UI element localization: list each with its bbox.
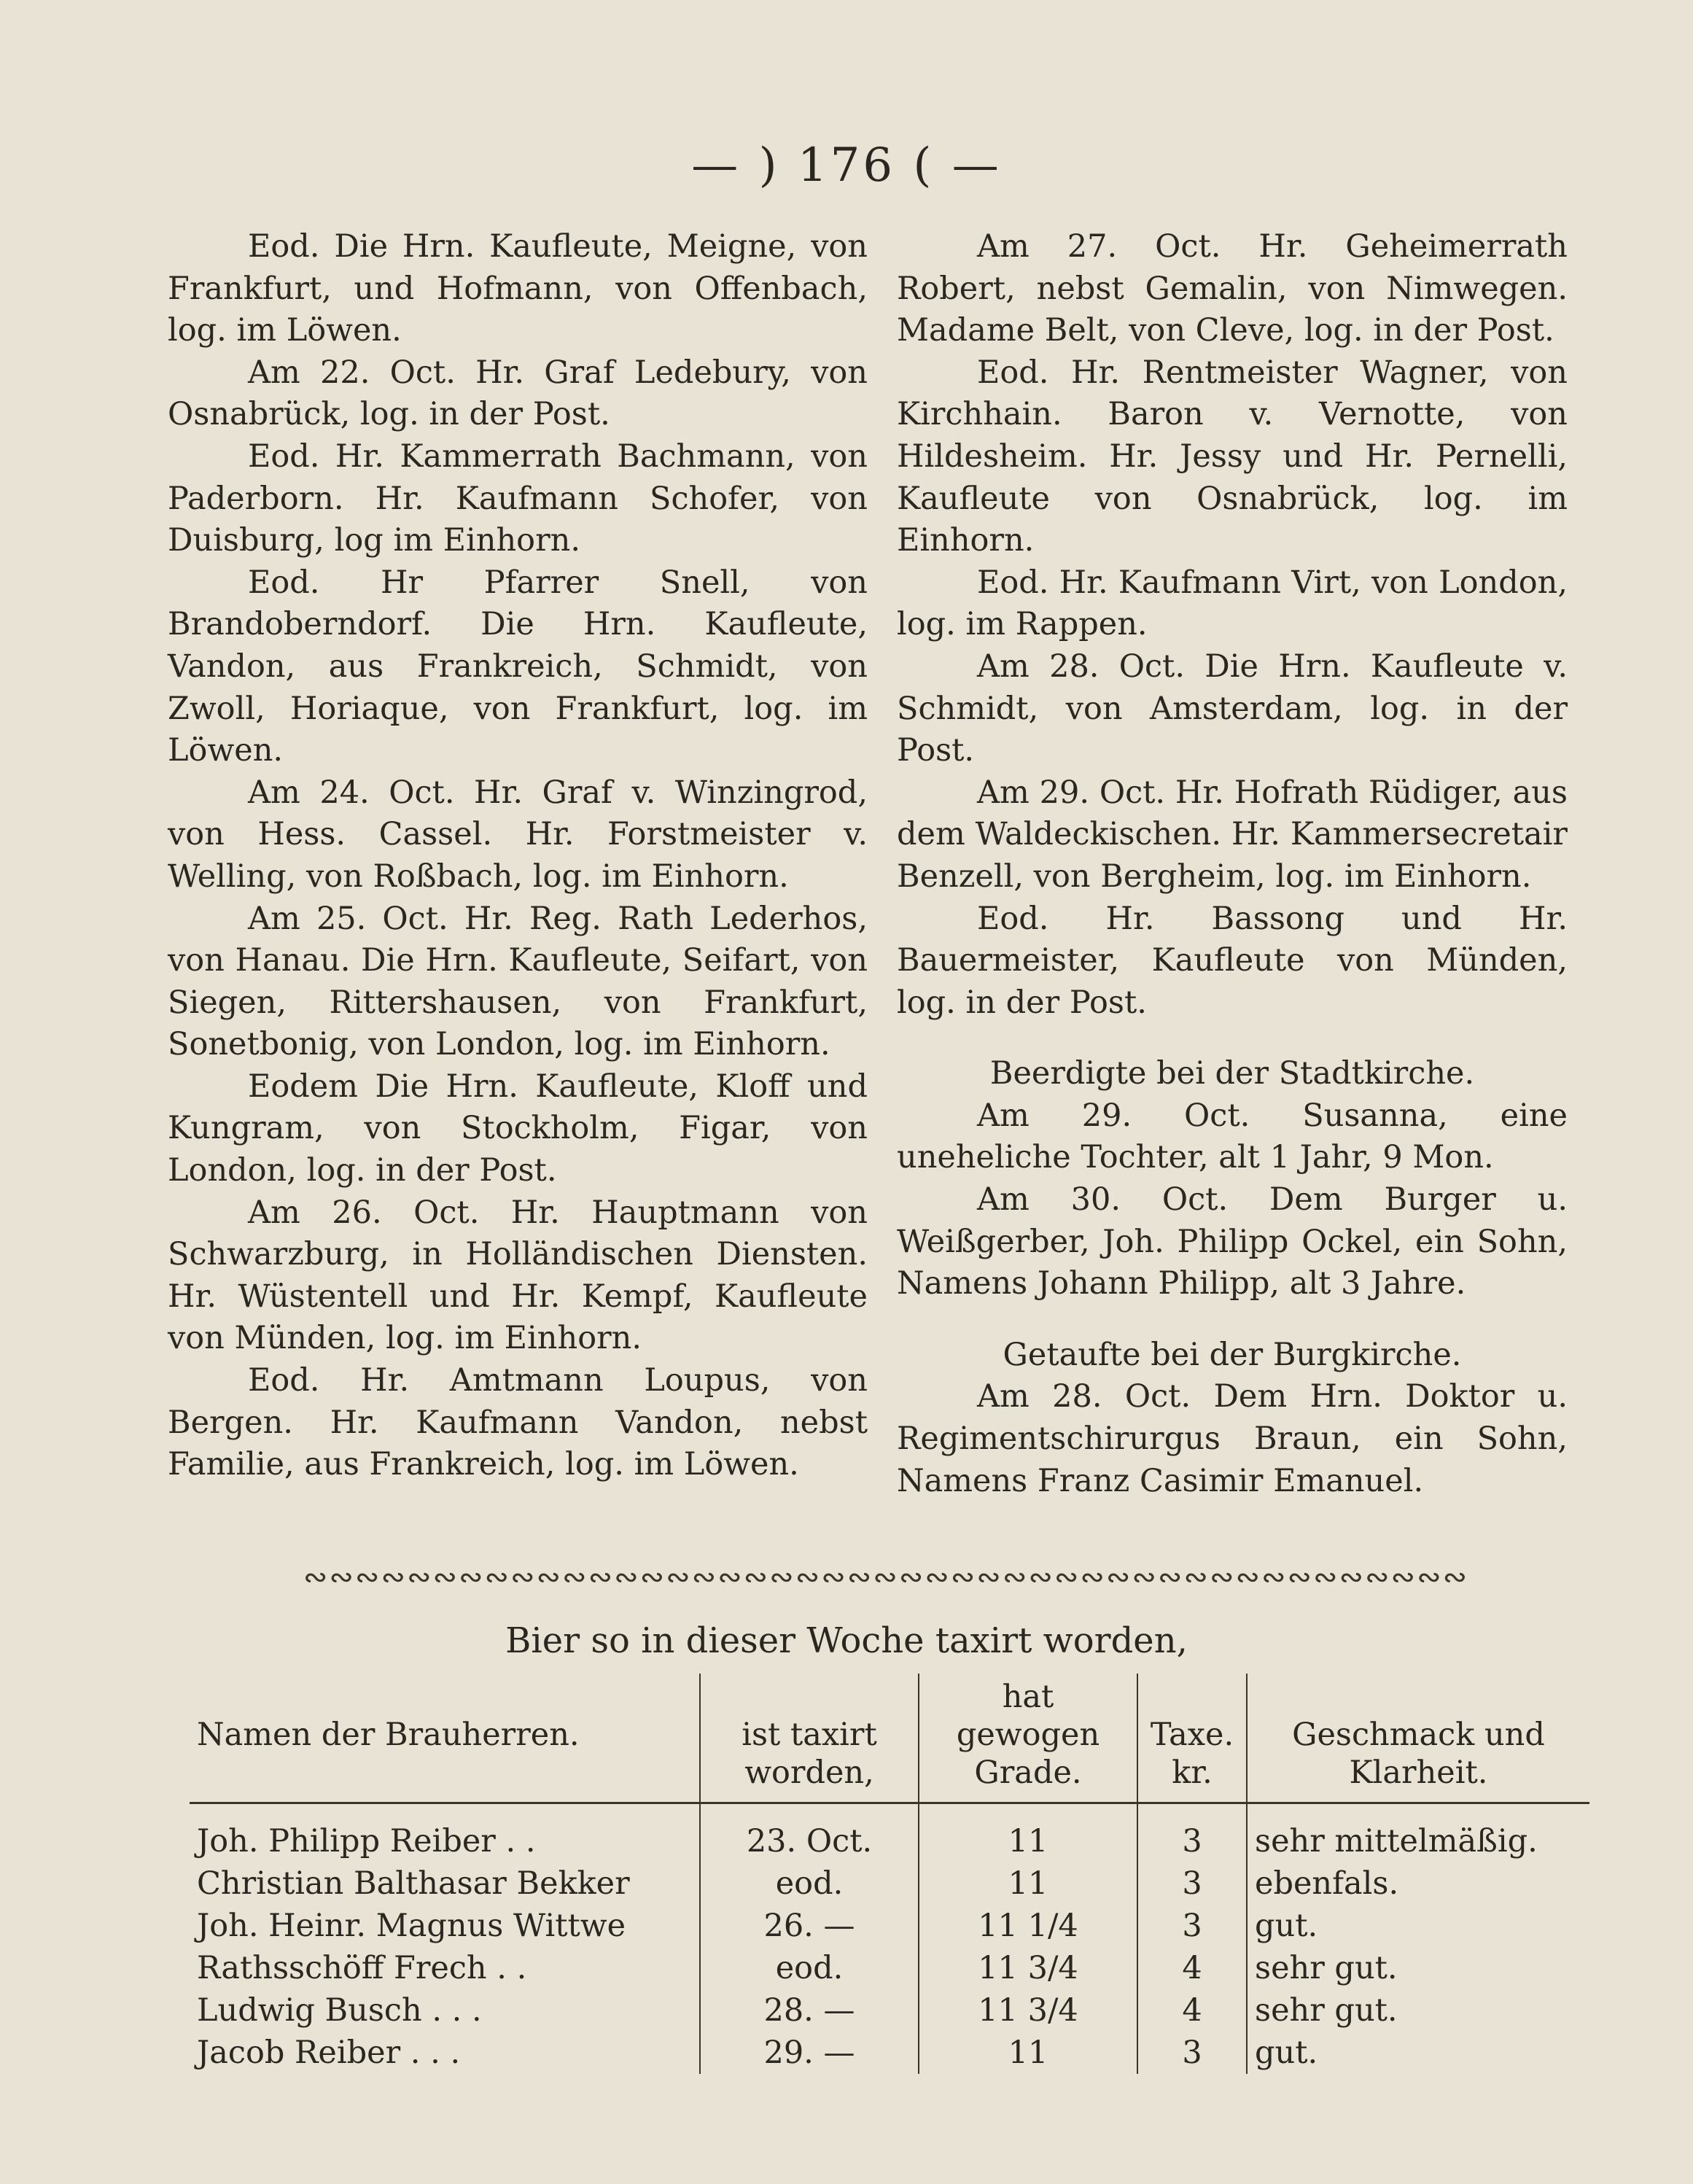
arrival-entry: Am 27. Oct. Hr. Geheimerrath Robert, nebst Gemalin, von Nimwegen. Madame Belt, von Cleve, log. in der Post. (897, 228, 1568, 349)
arrival-entry: Eod. Hr Pfarrer Snell, von Brandoberndorf. Die Hrn. Kaufleute, Vandon, aus Frankreich, Schmidt, von Zwoll, Horiaque, von Frankfurt, log. im Löwen. (168, 564, 868, 769)
table-row (190, 1947, 1589, 1989)
beer-table (190, 1674, 1589, 2074)
burial-entry: Am 29. Oct. Susanna, eine uneheliche Tochter, alt 1 Jahr, 9 Mon. (897, 1097, 1568, 1176)
table-row (190, 1803, 1589, 1863)
brewer-name: Rathsschöff Frech . . (197, 1950, 527, 1986)
brewer-name: Ludwig Busch . . . (197, 1992, 482, 2029)
grade: 11 (919, 1803, 1137, 1863)
arrival-entry: Eod. Hr. Rentmeister Wagner, von Kirchhain. Baron v. Vernotte, von Hildesheim. Hr. Jessy und Hr. Pernelli, Kaufleute von Osnabrück, log. im Einhorn. (897, 354, 1568, 559)
grade: 11 (919, 2032, 1137, 2074)
arrival-entry: Eod. Hr. Amtmann Loupus, von Bergen. Hr. Kaufmann Vandon, nebst Familie, aus Frankreich, log. im Löwen. (168, 1362, 868, 1483)
tax: 3 (1137, 1905, 1247, 1947)
taste: gut. (1247, 2032, 1589, 2074)
table-row (190, 1905, 1589, 1947)
arrival-entry: Eod. Die Hrn. Kaufleute, Meigne, von Frankfurt, und Hofmann, von Offenbach, log. im Löwen. (168, 228, 868, 349)
page-number: — ) 176 ( — (691, 139, 1002, 193)
arrival-entry: Eod. Hr. Kammerrath Bachmann, von Paderborn. Hr. Kaufmann Schofer, von Duisburg, log im Einhorn. (168, 438, 868, 559)
tax: 3 (1137, 2032, 1247, 2074)
table-row (190, 1862, 1589, 1905)
table-row (190, 2032, 1589, 2074)
left-column (168, 226, 868, 1486)
brewer-name: Joh. Heinr. Magnus Wittwe (197, 1908, 626, 1944)
table-header-row (190, 1674, 1589, 1803)
right-column (897, 226, 1568, 1502)
tax: 4 (1137, 1947, 1247, 1989)
burial-entry: Am 30. Oct. Dem Burger u. Weißgerber, Joh. Philipp Ockel, ein Sohn, Namens Johann Philipp, alt 3 Jahre. (897, 1181, 1568, 1302)
brewer-name: Christian Balthasar Bekker (197, 1865, 630, 1902)
arrival-entry: Eodem Die Hrn. Kaufleute, Kloff und Kungram, von Stockholm, Figar, von London, log. in der Post. (168, 1068, 868, 1189)
arrival-entry: Eod. Hr. Bassong und Hr. Bauermeister, Kaufleute von Münden, log. in der Post. (897, 900, 1568, 1021)
taste: ebenfals. (1247, 1862, 1589, 1905)
header-name: Namen der Brauherren. (190, 1674, 700, 1803)
tax-date: 29. — (700, 2032, 919, 2074)
taste: sehr gut. (1247, 1989, 1589, 2032)
taste: gut. (1247, 1905, 1589, 1947)
tax-date: 26. — (700, 1905, 919, 1947)
baptism-entry: Am 28. Oct. Dem Hrn. Doktor u. Regimentschirurgus Braun, ein Sohn, Namens Franz Casimir Emanuel. (897, 1378, 1568, 1499)
brewer-name: Joh. Philipp Reiber . . (197, 1823, 536, 1859)
header-grade: hat gewogen Grade. (919, 1674, 1137, 1803)
header-tax: Taxe. kr. (1137, 1674, 1247, 1803)
grade: 11 1/4 (919, 1905, 1137, 1947)
arrival-entry: Am 24. Oct. Hr. Graf v. Winzingrod, von Hess. Cassel. Hr. Forstmeister v. Welling, von Roßbach, log. im Einhorn. (168, 774, 868, 895)
taste: sehr gut. (1247, 1947, 1589, 1989)
tax-date: 28. — (700, 1989, 919, 2032)
grade: 11 3/4 (919, 1947, 1137, 1989)
arrival-entry: Am 28. Oct. Die Hrn. Kaufleute v. Schmidt, von Amsterdam, log. in der Post. (897, 648, 1568, 769)
arrival-entry: Am 29. Oct. Hr. Hofrath Rüdiger, aus dem Waldeckischen. Hr. Kammersecretair Benzell, von Bergheim, log. im Einhorn. (897, 774, 1568, 895)
tax: 3 (1137, 1862, 1247, 1905)
taste: sehr mittelmäßig. (1247, 1803, 1589, 1863)
tax: 3 (1137, 1803, 1247, 1863)
grade: 11 (919, 1862, 1137, 1905)
tax-date: 23. Oct. (700, 1803, 919, 1863)
beer-table-title: Bier so in dieser Woche taxirt worden, (505, 1620, 1188, 1661)
arrival-entry: Am 25. Oct. Hr. Reg. Rath Lederhos, von Hanau. Die Hrn. Kaufleute, Seifart, von Siegen, Rittershausen, von Frankfurt, Sonetbonig, von London, log. im Einhorn. (168, 900, 868, 1063)
header-taste: Geschmack und Klarheit. (1247, 1674, 1589, 1803)
tax-date: eod. (700, 1947, 919, 1989)
brewer-name: Jacob Reiber . . . (197, 2035, 461, 2071)
table-row (190, 1989, 1589, 2032)
arrival-entry: Am 22. Oct. Hr. Graf Ledebury, von Osnabrück, log. in der Post. (168, 354, 868, 433)
arrival-entry: Am 26. Oct. Hr. Hauptmann von Schwarzburg, in Holländischen Diensten. Hr. Wüstentell und Hr. Kempf, Kaufleute von Münden, log. im Einhorn. (168, 1194, 868, 1357)
grade: 11 3/4 (919, 1989, 1137, 2032)
tax-date: eod. (700, 1862, 919, 1905)
baptisms-heading: Getaufte bei der Burgkirche. (1003, 1336, 1462, 1373)
header-date: ist taxirt worden, (700, 1674, 919, 1803)
tax: 4 (1137, 1989, 1247, 2032)
burials-heading: Beerdigte bei der Stadtkirche. (989, 1055, 1475, 1092)
ornamental-divider: ∾∾∾∾∾∾∾∾∾∾∾∾∾∾∾∾∾∾∾∾∾∾∾∾∾∾∾∾∾∾∾∾∾∾∾∾∾∾∾∾∾∾∾∾∾ (303, 1561, 1469, 1594)
arrival-entry: Eod. Hr. Kaufmann Virt, von London, log. im Rappen. (897, 564, 1568, 643)
